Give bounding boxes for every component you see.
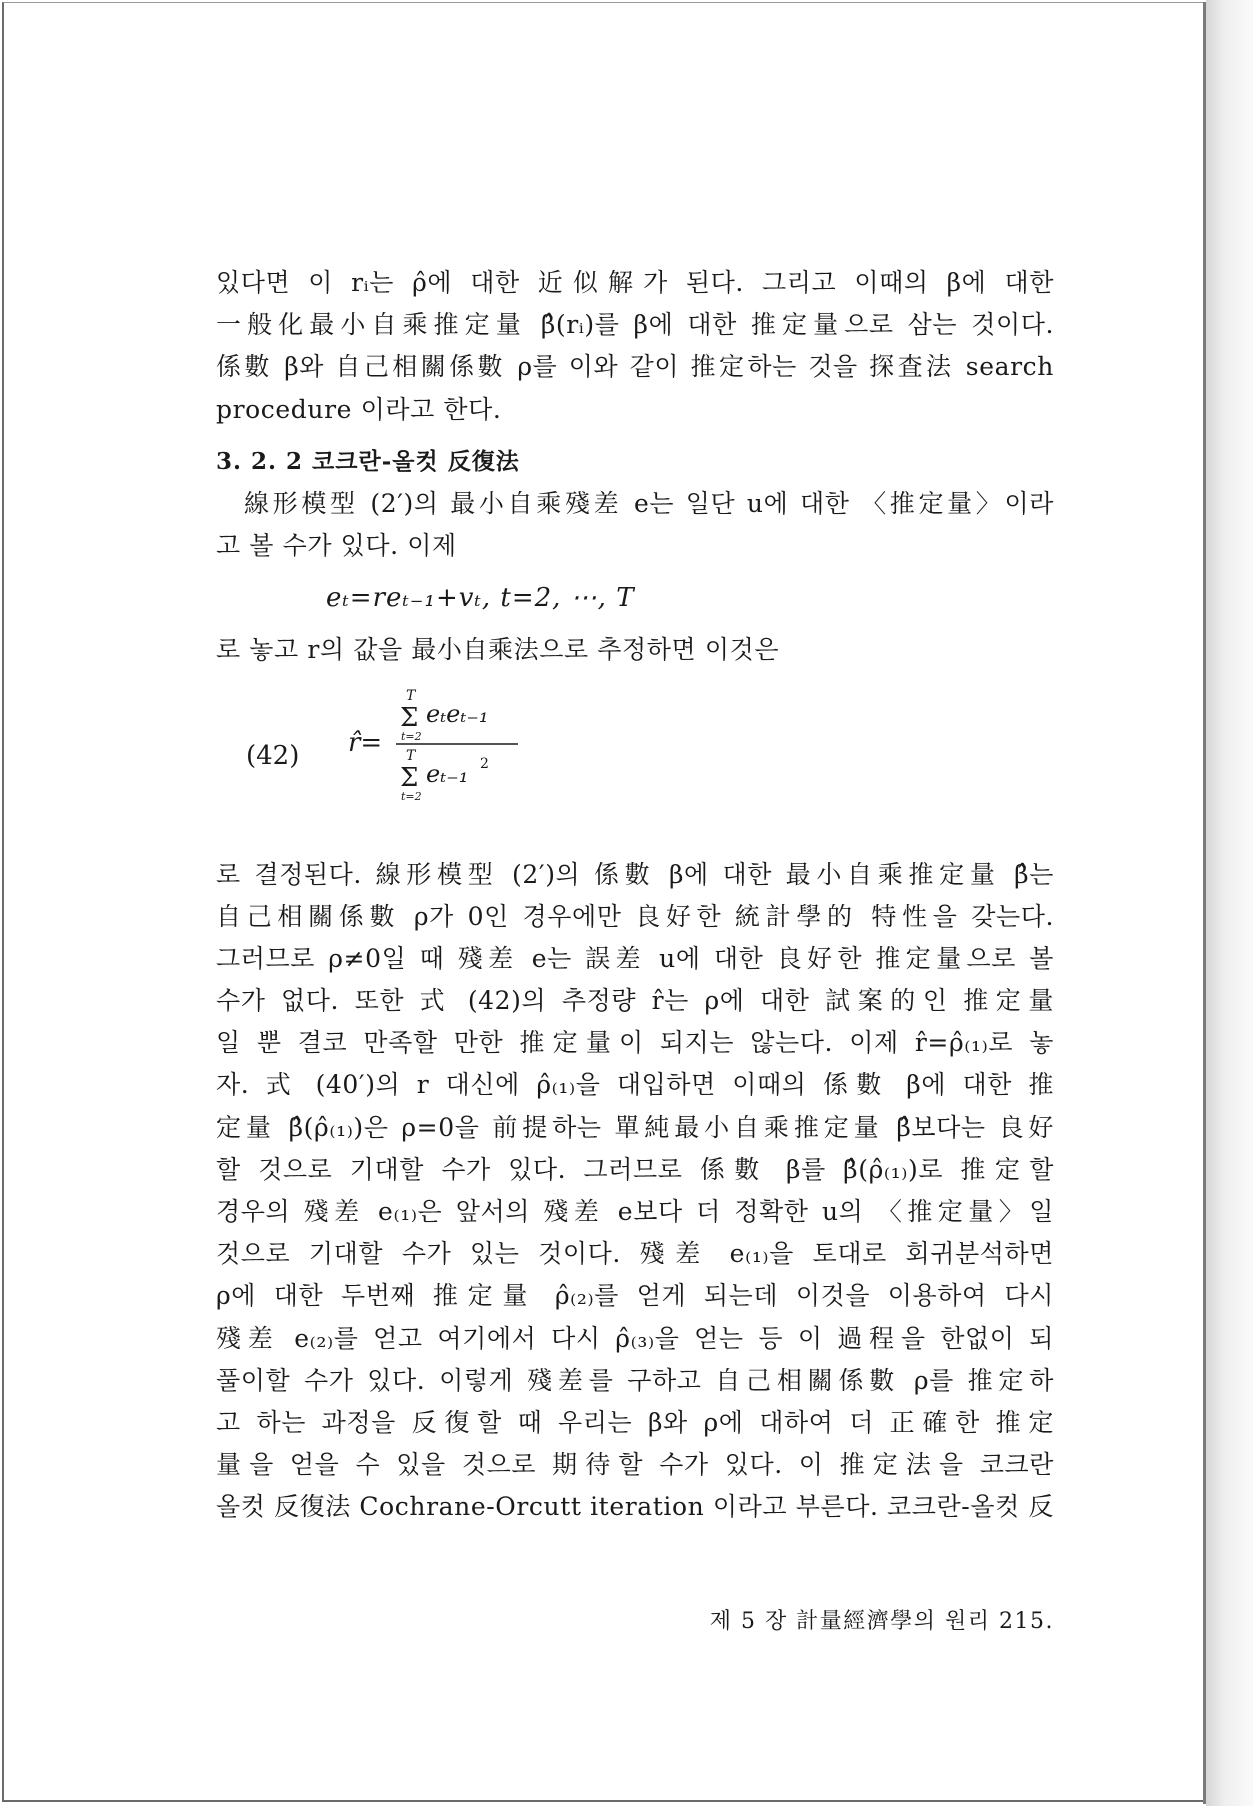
sum-lower-limit: t=2 [401, 729, 422, 743]
sum-sign: Σ [400, 702, 419, 733]
paragraph-line: 올컷 反復法 Cochrane-Orcutt iteration 이라고 부른다. 코크란-올컷 反 [216, 1492, 1054, 1522]
section-heading: 3. 2. 2 코크란-올컷 反復法 [216, 447, 520, 475]
paragraph-line: 경우의 殘差 e₍₁₎은 앞서의 殘差 e보다 더 정확한 u의 〈推定量〉일 [216, 1197, 1054, 1226]
paragraph-line: 고 하는 과정을 反復할 때 우리는 β와 ρ에 대하여 더 正確한 推定 [216, 1407, 1054, 1437]
paragraph-line: 일 뿐 결코 만족할 만한 推定量이 되지는 않는다. 이제 r̂=ρ̂₍₁₎로 놓 [216, 1028, 1054, 1058]
scan-gutter [1206, 0, 1253, 1806]
paragraph-line: 자. 式 (40′)의 r 대신에 ρ̂₍₁₎을 대입하면 이때의 係數 β에 대한 推 [216, 1070, 1054, 1100]
paragraph-line: 線形模型 (2′)의 最小自乘殘差 e는 일단 u에 대한 〈推定量〉이라 [244, 488, 1054, 518]
paragraph-line: 一般化最小自乘推定量 β̂(rᵢ)를 β에 대한 推定量으로 삼는 것이다. [216, 310, 1054, 340]
paragraph-line: 풀이할 수가 있다. 이렇게 殘差를 구하고 自己相關係數 ρ를 推定하 [216, 1365, 1054, 1395]
paragraph-line: 할 것으로 기대할 수가 있다. 그러므로 係數 β를 β̂(ρ̂₍₁₎)로 推定할 [216, 1154, 1054, 1184]
formula-lhs: r̂= [348, 727, 383, 758]
paragraph-line: 로 결정된다. 線形模型 (2′)의 係數 β에 대한 最小自乘推定量 β̂는 [216, 859, 1054, 889]
exponent: 2 [480, 755, 489, 772]
paragraph-line: ρ에 대한 두번째 推定量 ρ̂₍₂₎를 얻게 되는데 이것을 이용하여 다시 [216, 1281, 1054, 1311]
paragraph-line: 고 볼 수가 있다. 이제 [216, 531, 457, 561]
paragraph-line: 自己相關係數 ρ가 0인 경우에만 良好한 統計學的 特性을 갖는다. [216, 901, 1054, 931]
equation-42 [216, 686, 1054, 838]
paragraph-line: 定量 β̂(ρ̂₍₁₎)은 ρ=0을 前提하는 單純最小自乘推定量 β̂보다는 良好 [216, 1112, 1054, 1142]
paragraph-line: 殘差 e₍₂₎를 얻고 여기에서 다시 ρ̂₍₃₎을 얻는 등 이 過程을 한없이 되 [216, 1323, 1054, 1353]
sum-lower-limit: t=2 [401, 789, 422, 803]
equation-number: (42) [246, 740, 300, 771]
paragraph-line: 그러므로 ρ≠0일 때 殘差 e는 誤差 u에 대한 良好한 推定量으로 볼 [216, 943, 1054, 973]
fraction-formula [346, 686, 626, 838]
page-text-block [216, 262, 1054, 1529]
sum-upper-limit: T [406, 747, 416, 764]
page-footer: 제 5 장 計量經濟學의 원리 215. [709, 1609, 1054, 1634]
sum-sign: Σ [400, 762, 419, 793]
paragraph-line: procedure 이라고 한다. [216, 394, 502, 424]
paragraph-line: 있다면 이 rᵢ는 ρ̂에 대한 近似解가 된다. 그리고 이때의 β에 대한 [216, 268, 1054, 297]
paragraph-line: 量을 얻을 수 있을 것으로 期待할 수가 있다. 이 推定法을 코크란 [216, 1450, 1054, 1480]
paragraph-line: 로 놓고 r의 값을 最小自乘法으로 추정하면 이것은 [216, 635, 780, 665]
denominator-term: eₜ₋₁ [426, 759, 469, 788]
paragraph-line: 係數 β와 自己相關係數 ρ를 이와 같이 推定하는 것을 探査法 search [216, 352, 1054, 382]
sum-upper-limit: T [406, 687, 416, 704]
numerator-term: eₜeₜ₋₁ [426, 699, 489, 728]
paragraph-line: 것으로 기대할 수가 있는 것이다. 殘差 e₍₁₎을 토대로 회귀분석하면 [216, 1239, 1054, 1269]
display-equation: eₜ=reₜ₋₁+vₜ, t=2, ⋯, T [326, 583, 635, 614]
paragraph-line: 수가 없다. 또한 式 (42)의 추정량 r̂는 ρ에 대한 試案的인 推定量 [216, 986, 1054, 1016]
